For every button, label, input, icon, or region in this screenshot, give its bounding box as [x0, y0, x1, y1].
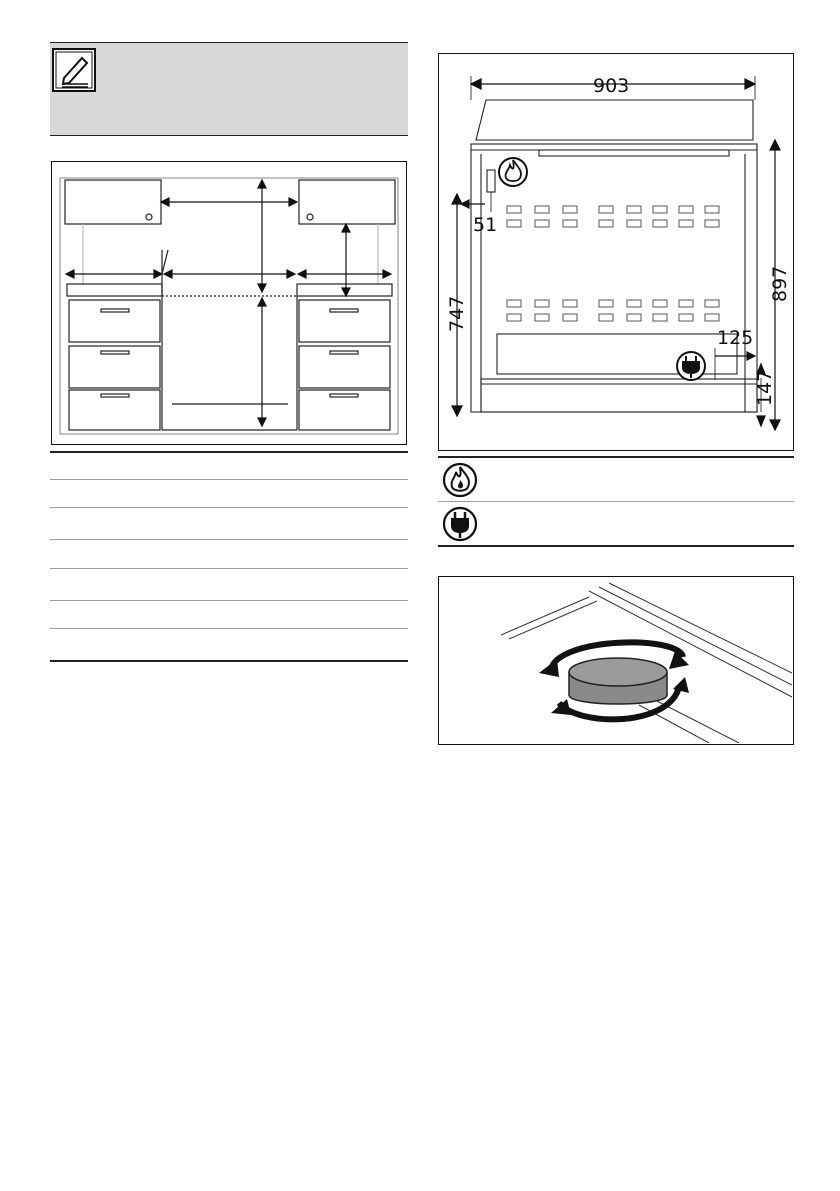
table-row-divider [50, 600, 408, 601]
table-row-divider [50, 479, 408, 480]
table-top-rule [50, 451, 408, 453]
width-dimension: 903 [593, 75, 630, 97]
plug-icon [677, 352, 705, 380]
plug-icon [442, 506, 478, 542]
height-dimension: 897 [769, 265, 791, 302]
table-row-divider [50, 628, 408, 629]
leveling-foot-diagram [438, 576, 794, 745]
legend-row-gas [438, 458, 794, 502]
oven-dimensions-diagram [438, 53, 794, 451]
legend-bottom-rule [438, 545, 794, 547]
table-row-divider [50, 539, 408, 540]
flame-icon [499, 158, 527, 186]
gas-offset-dimension: 51 [473, 214, 498, 236]
electric-offset-dimension: 125 [717, 327, 754, 349]
table-row-divider [50, 568, 408, 569]
table-bottom-rule [50, 660, 408, 662]
flame-icon [442, 462, 478, 498]
legend-divider [438, 501, 794, 502]
note-box [50, 42, 408, 136]
worktop-height-dimension: 747 [446, 295, 468, 332]
table-row-divider [50, 507, 408, 508]
pencil-note-icon [52, 48, 96, 92]
bottom-dimension: 147 [754, 369, 776, 406]
legend-row-electric [438, 503, 794, 547]
kitchen-niche-diagram [51, 161, 407, 445]
